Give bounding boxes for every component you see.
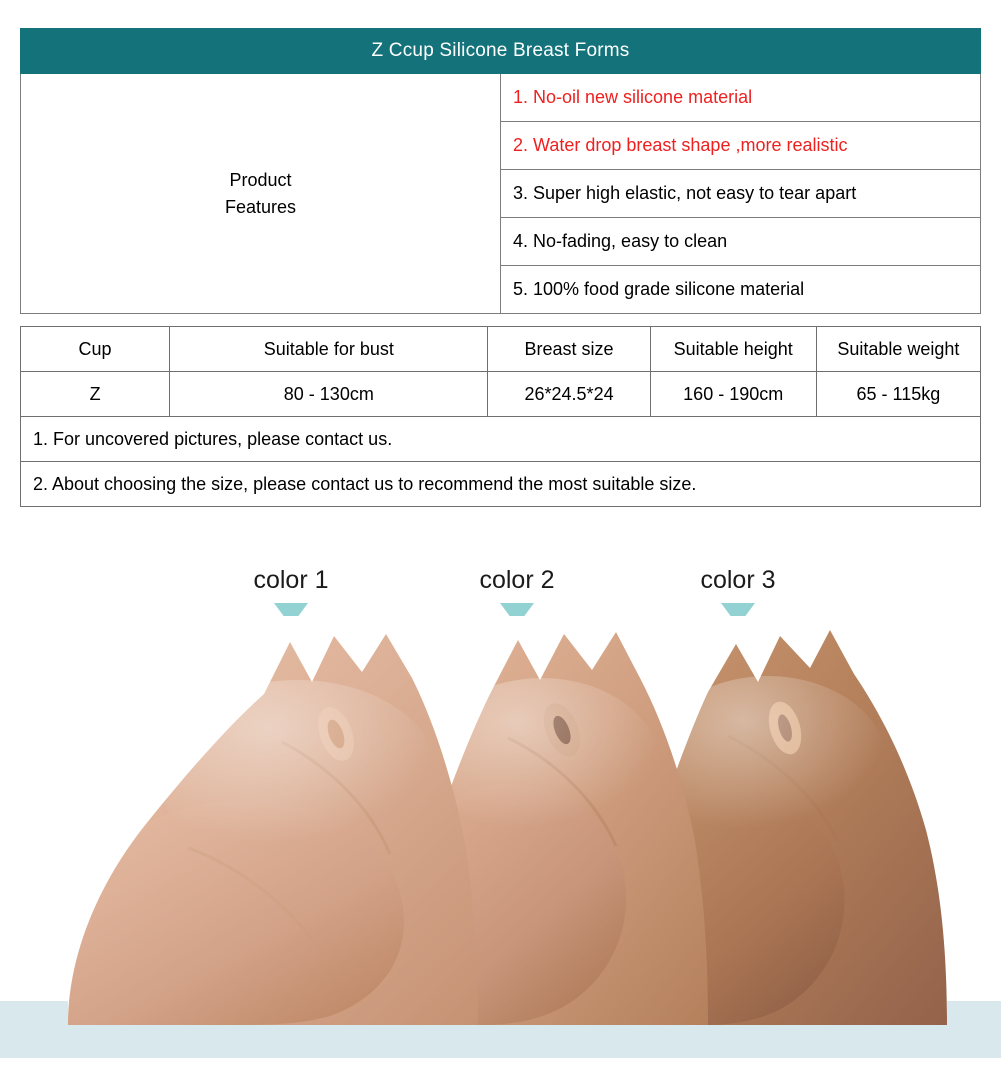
color-label-1-text: color 1 [253, 566, 329, 594]
note-item-2: 2. About choosing the size, please contact us to recommend the most suitable size. [21, 462, 981, 507]
column-header-suitable-bust: Suitable for bust [170, 327, 488, 372]
cell-suitable-height: 160 - 190cm [650, 372, 816, 417]
size-header-row [21, 327, 981, 372]
feature-item-4: 4. No-fading, easy to clean [501, 218, 981, 266]
feature-item-5: 5. 100% food grade silicone material [501, 266, 981, 314]
color-label-2-text: color 2 [479, 566, 555, 594]
size-chart-table [20, 326, 981, 507]
note-item-1: 1. For uncovered pictures, please contact us. [21, 417, 981, 462]
features-label-line2: Features [224, 196, 297, 217]
feature-row [21, 74, 981, 122]
column-header-suitable-height: Suitable height [650, 327, 816, 372]
column-header-suitable-weight: Suitable weight [816, 327, 980, 372]
column-header-cup: Cup [21, 327, 170, 372]
cell-breast-size: 26*24.5*24 [488, 372, 650, 417]
note-row [21, 417, 981, 462]
page-title: Z Ccup Silicone Breast Forms [21, 29, 981, 74]
specification-panel [20, 28, 981, 507]
product-photograph [68, 616, 947, 1025]
title-row [21, 29, 981, 74]
note-row [21, 462, 981, 507]
cell-suitable-weight: 65 - 115kg [816, 372, 980, 417]
product-photo-illustration [68, 616, 947, 1025]
column-header-breast-size: Breast size [488, 327, 650, 372]
table-divider-gap [20, 314, 981, 326]
feature-item-3: 3. Super high elastic, not easy to tear apart [501, 170, 981, 218]
feature-item-1: 1. No-oil new silicone material [501, 74, 981, 122]
cell-suitable-bust: 80 - 130cm [170, 372, 488, 417]
product-features-table [20, 28, 981, 314]
features-label-line1: Product [229, 170, 292, 191]
table-row [21, 372, 981, 417]
product-photo-section [0, 534, 1001, 1092]
cell-cup: Z [21, 372, 170, 417]
product-features-label [21, 74, 501, 314]
color-label-3-text: color 3 [700, 566, 776, 594]
feature-item-2: 2. Water drop breast shape ,more realistic [501, 122, 981, 170]
